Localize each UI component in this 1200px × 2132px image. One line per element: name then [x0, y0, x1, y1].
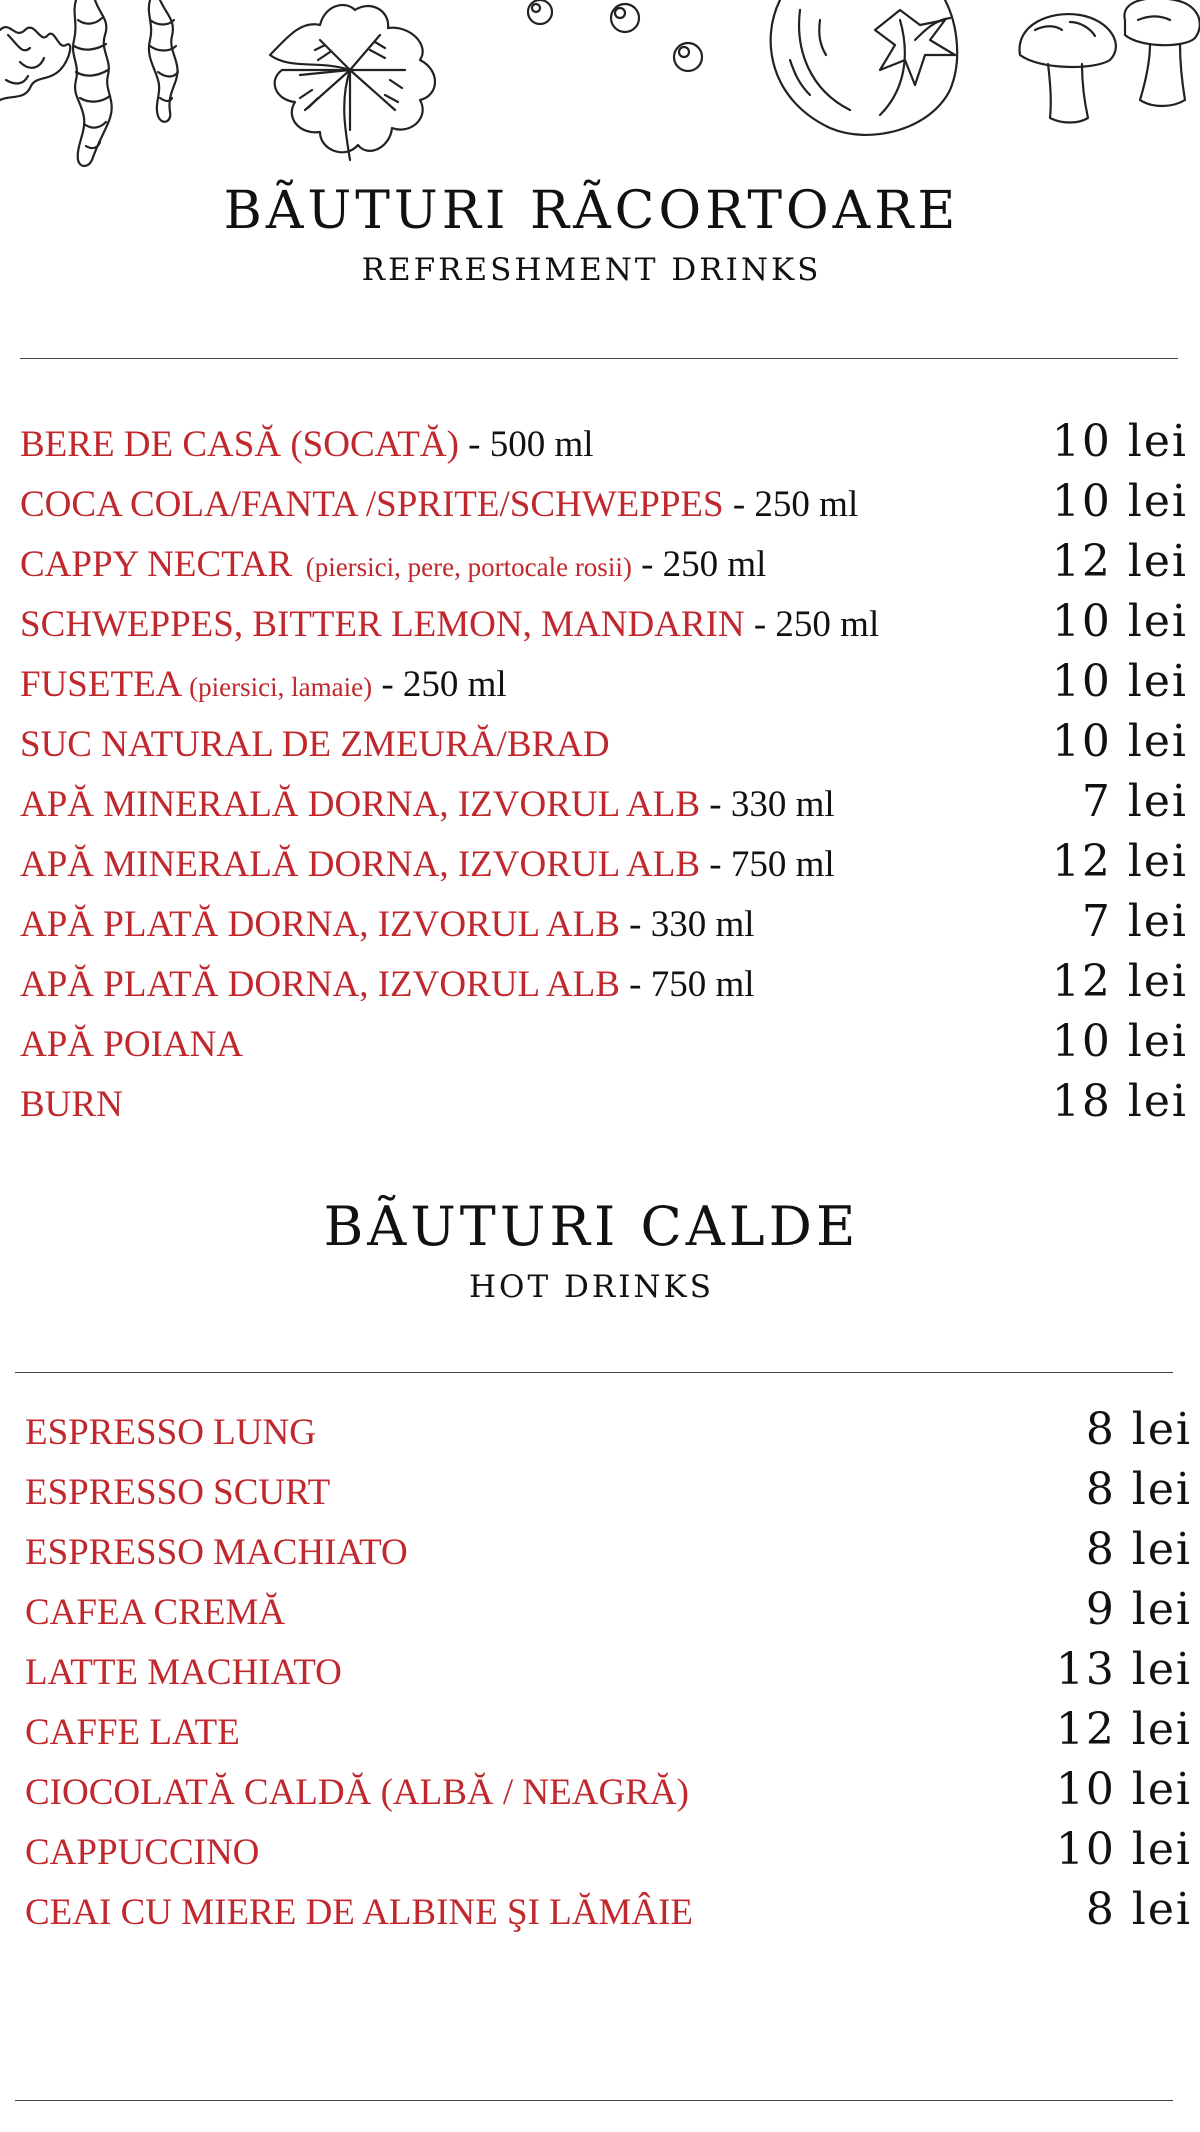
item-size: - 330 ml: [700, 784, 835, 825]
item-name: [25, 1654, 342, 1691]
item-price: 8 lei: [1085, 1524, 1192, 1575]
item-name-text: APĂ PLATĂ DORNA, IZVORUL ALB: [20, 904, 620, 945]
item-name: [20, 786, 835, 823]
section-subtitle: HOT DRINKS: [469, 1269, 714, 1305]
menu-item: [0, 1076, 1200, 1140]
item-price: 10 lei: [1051, 716, 1188, 767]
section-subtitle: REFRESHMENT DRINKS: [361, 252, 822, 288]
item-name-text: ESPRESSO MACHIATO: [25, 1532, 408, 1573]
item-name-text: CAPPY NECTAR: [20, 544, 293, 585]
item-price: 7 lei: [1081, 776, 1188, 827]
item-name-text: BURN: [20, 1084, 123, 1125]
item-size: - 250 ml: [723, 484, 859, 525]
item-note: (piersici, pere, portocale rosii): [292, 552, 632, 582]
menu-item: [0, 776, 1200, 840]
item-name: [20, 426, 594, 463]
item-price: 10 lei: [1055, 1764, 1192, 1815]
menu-item: [0, 956, 1200, 1020]
item-name-text: CAPPUCCINO: [25, 1832, 260, 1873]
pasta-icon: [0, 0, 178, 166]
menu-item: [0, 1524, 1200, 1588]
menu-item: [0, 1584, 1200, 1648]
menu-item: [0, 1704, 1200, 1768]
item-name: [20, 486, 858, 523]
menu-item: [0, 1884, 1200, 1948]
item-name: [25, 1474, 330, 1511]
mushroom-icon: [1020, 0, 1200, 122]
item-name: [25, 1534, 408, 1571]
item-size: - 250 ml: [372, 664, 507, 705]
item-name-text: LATTE MACHIATO: [25, 1652, 342, 1693]
item-name: [25, 1774, 689, 1811]
item-name: [20, 546, 766, 583]
item-size: - 250 ml: [631, 544, 767, 585]
item-name-text: SCHWEPPES, BITTER LEMON, MANDARIN: [20, 604, 745, 645]
menu-item: [0, 896, 1200, 960]
item-price: 8 lei: [1085, 1404, 1192, 1455]
item-name: [20, 606, 879, 643]
refreshment-drinks-list: [0, 416, 1200, 1140]
item-price: 9 lei: [1085, 1584, 1192, 1635]
item-price: 12 lei: [1051, 836, 1188, 887]
item-name: [25, 1414, 316, 1451]
menu-item: [0, 476, 1200, 540]
item-name-text: FUSETEA: [20, 664, 183, 705]
item-name: [25, 1594, 285, 1631]
item-name-text: APĂ PLATĂ DORNA, IZVORUL ALB: [20, 964, 620, 1005]
section-title: BÃUTURI CALDE: [323, 1195, 860, 1258]
item-name-text: CIOCOLATĂ CALDĂ (ALBĂ / NEAGRĂ): [25, 1772, 689, 1813]
item-price: 7 lei: [1081, 896, 1188, 947]
menu-item: [0, 1016, 1200, 1080]
menu-item: [0, 1464, 1200, 1528]
item-price: 12 lei: [1051, 536, 1188, 587]
menu-item: [0, 1644, 1200, 1708]
item-name-text: COCA COLA/FANTA /SPRITE/SCHWEPPES: [20, 484, 724, 525]
menu-item: [0, 536, 1200, 600]
item-price: 10 lei: [1051, 476, 1188, 527]
item-price: 10 lei: [1051, 596, 1188, 647]
section-header-refreshment: [0, 181, 1183, 288]
item-name-text: APĂ MINERALĂ DORNA, IZVORUL ALB: [20, 844, 701, 885]
item-name-text: CAFFE LATE: [25, 1712, 240, 1753]
item-name: [20, 666, 507, 703]
menu-item: [0, 1764, 1200, 1828]
item-name-text: CAFEA CREMĂ: [25, 1592, 286, 1633]
item-name-text: APĂ POIANA: [20, 1024, 244, 1065]
item-price: 8 lei: [1085, 1464, 1192, 1515]
divider: [15, 1372, 1173, 1373]
item-size: - 750 ml: [619, 964, 755, 1005]
item-price: 12 lei: [1055, 1704, 1192, 1755]
item-price: 10 lei: [1051, 656, 1188, 707]
item-note: (piersici, lamaie): [182, 672, 373, 702]
tomato-icon: [771, 0, 958, 135]
item-size: - 330 ml: [619, 904, 755, 945]
item-size: - 750 ml: [700, 844, 835, 885]
item-name-text: APĂ MINERALĂ DORNA, IZVORUL ALB: [20, 784, 701, 825]
item-name-text: BERE DE CASĂ (SOCATĂ): [20, 424, 459, 465]
section-title: BÃUTURI RÃCORTOARE: [223, 181, 960, 241]
menu-item: [0, 1404, 1200, 1468]
item-size: - 500 ml: [458, 424, 594, 465]
peppercorn-icon: [528, 0, 702, 71]
divider: [15, 2100, 1173, 2101]
menu-item: [0, 416, 1200, 480]
section-header-hot: [0, 1195, 1183, 1305]
item-name: [25, 1834, 259, 1871]
menu-item: [0, 716, 1200, 780]
divider: [20, 358, 1178, 359]
item-name: [25, 1894, 693, 1931]
menu-item: [0, 656, 1200, 720]
item-price: 10 lei: [1051, 416, 1188, 467]
menu-item: [0, 836, 1200, 900]
item-size: - 250 ml: [744, 604, 880, 645]
item-name-text: CEAI CU MIERE DE ALBINE ŞI LĂMÂIE: [25, 1892, 694, 1933]
item-name: [20, 906, 755, 943]
item-name: [20, 1086, 123, 1123]
hot-drinks-list: [0, 1404, 1200, 1948]
item-name: [20, 966, 755, 1003]
menu-item: [0, 1824, 1200, 1888]
item-price: 12 lei: [1051, 956, 1188, 1007]
item-name-text: SUC NATURAL DE ZMEURĂ/BRAD: [20, 724, 610, 765]
item-name: [20, 1026, 243, 1063]
item-price: 10 lei: [1051, 1016, 1188, 1067]
item-name-text: ESPRESSO SCURT: [25, 1472, 331, 1513]
item-price: 18 lei: [1051, 1076, 1188, 1127]
item-price: 13 lei: [1055, 1644, 1192, 1695]
parsley-icon: [270, 5, 435, 160]
menu-item: [0, 596, 1200, 660]
item-name-text: ESPRESSO LUNG: [25, 1412, 316, 1453]
item-name: [20, 846, 835, 883]
item-name: [20, 726, 610, 763]
header-illustration: [0, 0, 1200, 175]
item-price: 10 lei: [1055, 1824, 1192, 1875]
item-name: [25, 1714, 240, 1751]
item-price: 8 lei: [1085, 1884, 1192, 1935]
